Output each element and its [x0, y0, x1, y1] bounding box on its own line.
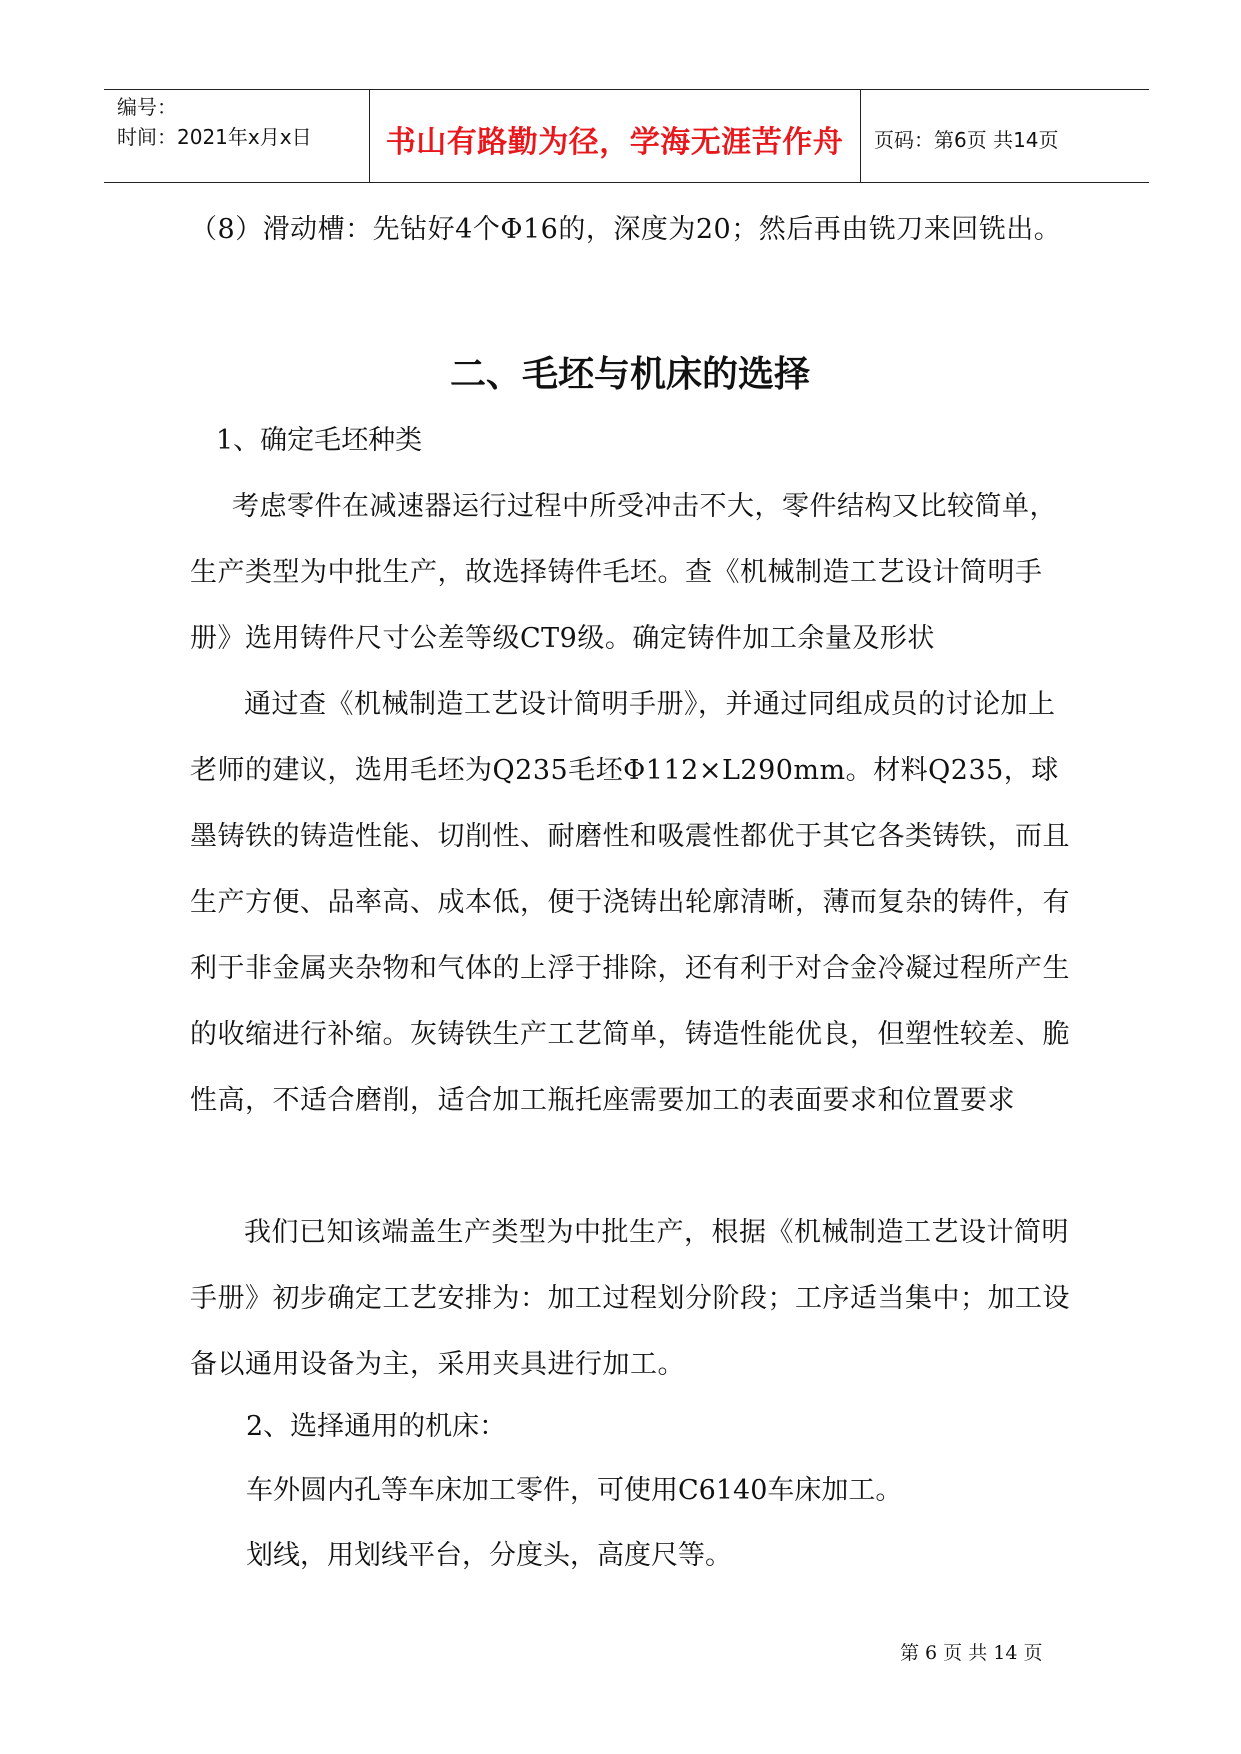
header-bottom-rule	[104, 182, 1149, 183]
paragraph-blank-material: 通过查《机械制造工艺设计简明手册》，并通过同组成员的讨论加上老师的建议，选用毛坯为Q235毛坯Φ112×L290mm。材料Q235，球墨铸铁的铸造性能、切削性、耐磨性和吸震性都优于其它各类铸铁，而且生产方便、品率高、成本低，便于浇铸出轮廓清晰，薄而复杂的铸件，有利于非金属夹杂物和气体的上浮于排除，还有利于对合金冷凝过程所产生的收缩进行补缩。灰铸铁生产工艺简单，铸造性能优良，但塑性较差、脆性高，不适合磨削，适合加工瓶托座需要加工的表面要求和位置要求	[190, 689, 1070, 1116]
subsection-title-machine: 2、选择通用的机床：	[246, 1411, 507, 1442]
paragraph-slide-groove: （8）滑动槽：先钻好4个Φ16的，深度为20；然后再由铣刀来回铣出。	[190, 214, 1062, 245]
line-marking: 划线，用划线平台，分度头，高度尺等。	[246, 1540, 732, 1571]
line-lathe: 车外圆内孔等车床加工零件，可使用C6140车床加工。	[246, 1475, 903, 1506]
paragraph-process-plan: 我们已知该端盖生产类型为中批生产，根据《机械制造工艺设计简明手册》初步确定工艺安排为：加工过程划分阶段；工序适当集中；加工设备以通用设备为主，采用夹具进行加工。	[190, 1217, 1070, 1380]
header-top-rule	[104, 89, 1149, 90]
section-title: 二、毛坯与机床的选择	[449, 354, 810, 395]
header-divider-left	[369, 89, 370, 182]
paragraph-blank-consideration: 考虑零件在减速器运行过程中所受冲击不大，零件结构又比较简单，生产类型为中批生产，故选择铸件毛坯。查《机械制造工艺设计简明手册》选用铸件尺寸公差等级CT9级。确定铸件加工余量及形状	[190, 491, 1057, 654]
header-page-label: 页码：第6页 共14页	[874, 128, 1059, 152]
subsection-title-blank-type: 1、确定毛坯种类	[216, 425, 423, 456]
footer-page-number: 第 6 页 共 14 页	[900, 1642, 1043, 1664]
header-time-label: 时间：2021年x月x日	[117, 125, 312, 149]
header-meta	[117, 92, 312, 152]
header-number-label: 编号：	[117, 95, 177, 119]
header-divider-right	[860, 89, 861, 182]
header-motto: 书山有路勤为径，学海无涯苦作舟	[385, 125, 844, 160]
